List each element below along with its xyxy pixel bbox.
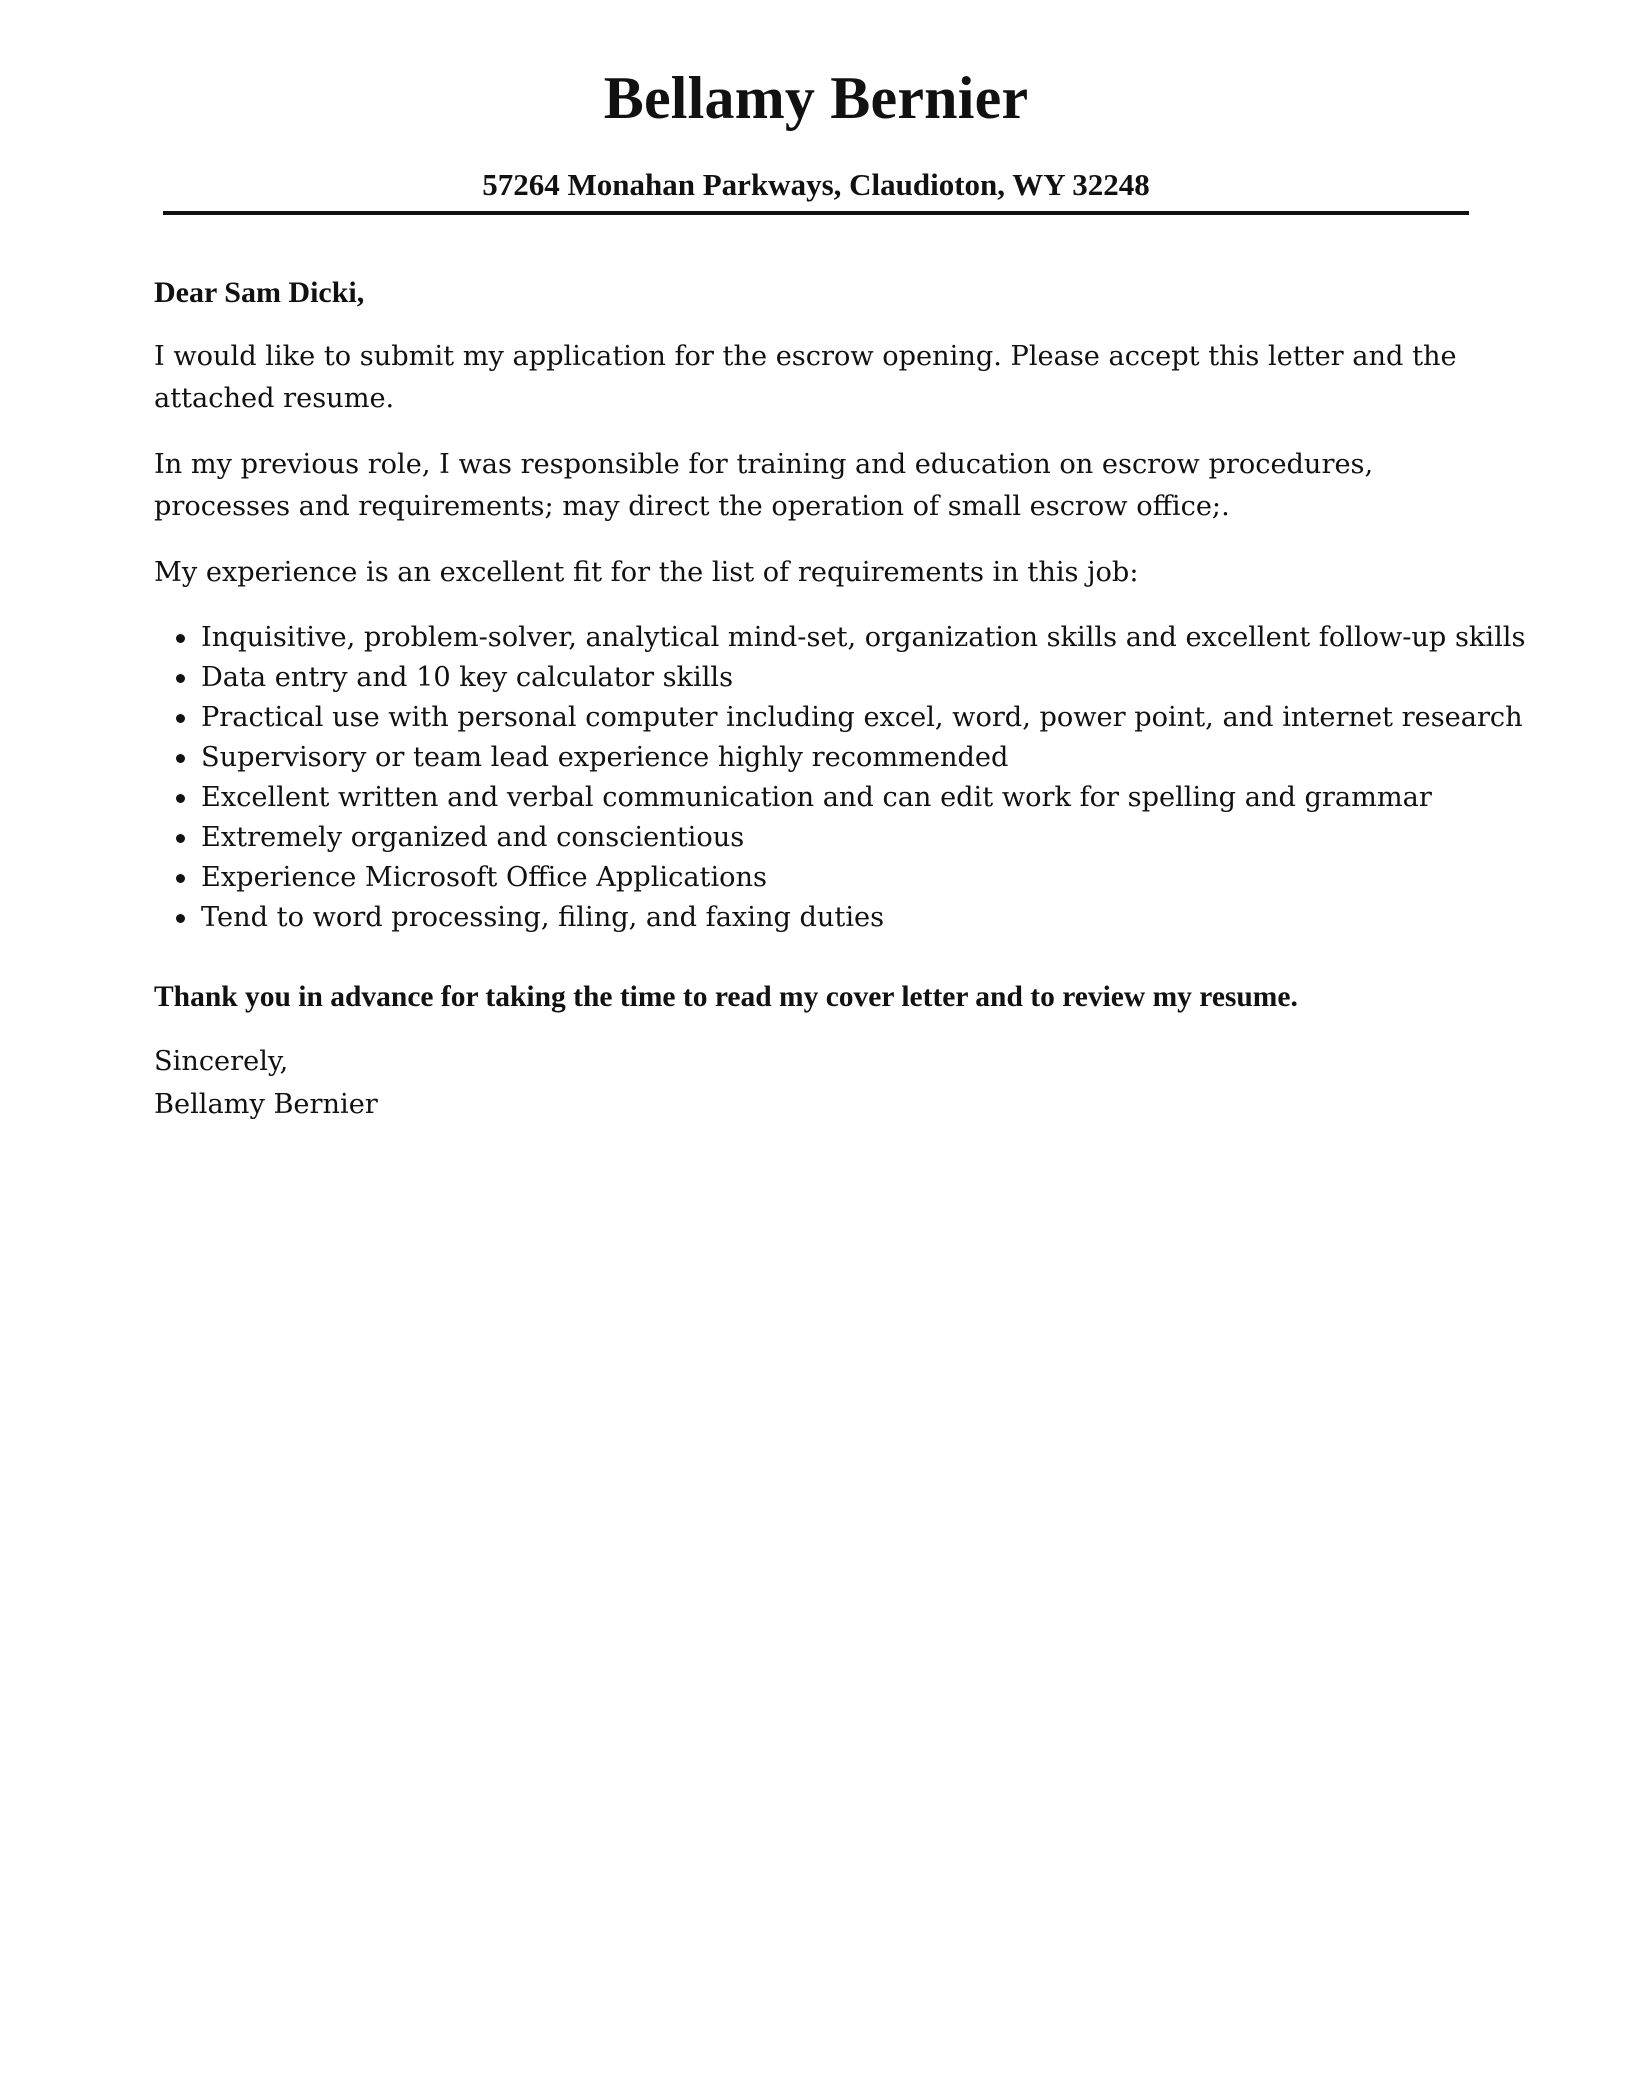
bullet-icon [176,714,185,723]
requirements-list [154,618,1526,938]
thank-you-line: Thank you in advance for taking the time to read my cover letter and to review my resume. [154,981,1298,1013]
requirements-intro: My experience is an excellent fit for the list of requirements in this job: [154,557,1139,588]
closing: Sincerely, [154,1046,289,1077]
salutation: Dear Sam Dicki, [154,276,365,309]
bullet-icon [176,634,185,643]
experience-paragraph: In my previous role, I was responsible for training and education on escrow procedures, processes and requirements; may direct the operation of small escrow office;. [154,449,1382,522]
bullet-icon [176,914,185,923]
list-item [154,738,1484,778]
list-item [154,898,1484,938]
sender-name: Bellamy Bernier [603,65,1029,131]
letter-body [154,272,1526,1126]
list-item [154,658,1484,698]
bullet-icon [176,794,185,803]
bullet-icon [176,674,185,683]
list-item [154,818,1484,858]
header-divider [163,211,1469,215]
sender-address: 57264 Monahan Parkways, Claudioton, WY 32248 [482,167,1150,202]
intro-paragraph: I would like to submit my application for the escrow opening. Please accept this letter and the attached resume. [154,341,1466,414]
list-item-text: Data entry and 10 key calculator skills [201,662,734,693]
list-item-text: Experience Microsoft Office Applications [201,862,767,893]
list-item-text: Excellent written and verbal communication and can edit work for spelling and grammar [201,782,1432,813]
list-item [154,618,1526,658]
signature-name: Bellamy Bernier [154,1089,378,1120]
list-item [154,858,1484,898]
list-item [154,778,1484,818]
bullet-icon [176,754,185,763]
list-item-text: Practical use with personal computer including excel, word, power point, and internet research [201,702,1523,733]
list-item [154,698,1523,738]
bullet-icon [176,874,185,883]
list-item-text: Supervisory or team lead experience highly recommended [201,742,1009,773]
list-item-text: Tend to word processing, filing, and faxing duties [201,902,885,933]
list-item-text: Extremely organized and conscientious [201,822,745,853]
list-item-text: Inquisitive, problem-solver, analytical mind-set, organization skills and excellent follow-up skills [201,622,1526,653]
bullet-icon [176,834,185,843]
